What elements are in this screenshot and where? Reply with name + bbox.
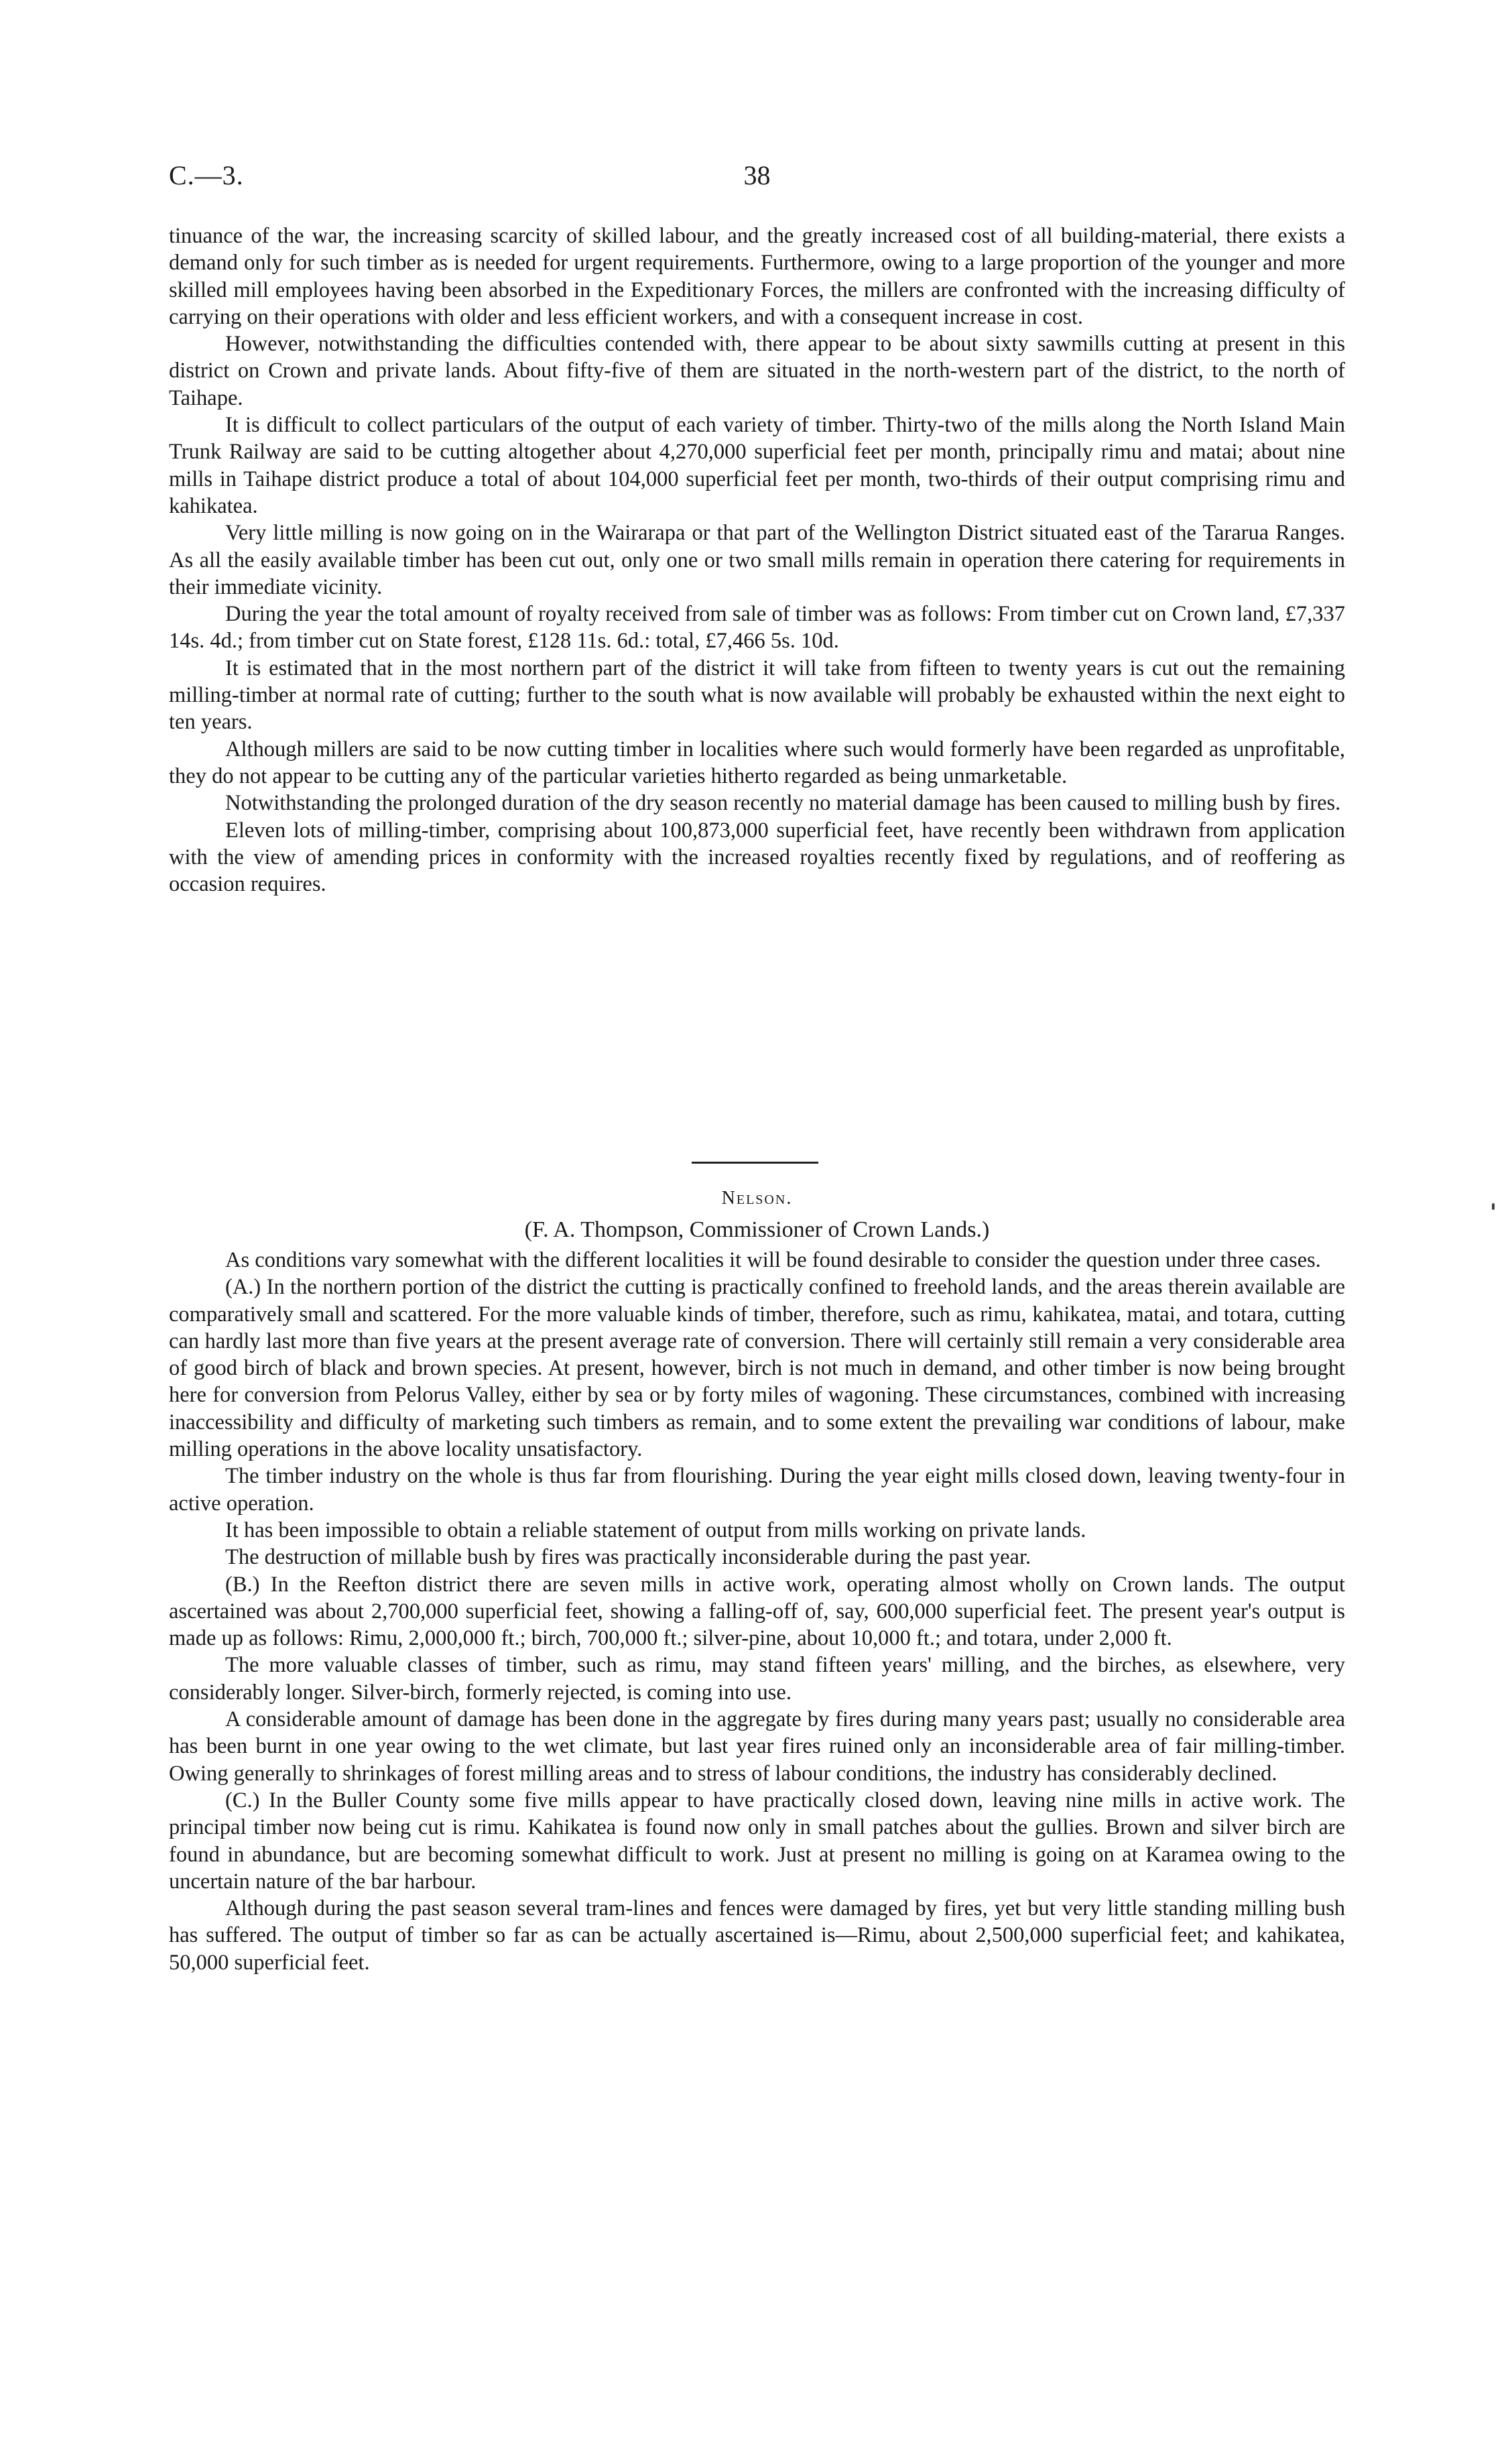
paragraph: The more valuable classes of timber, such as rimu, may stand fifteen years' milling, and the birches, as elsewhere, very considerably longer. Silver-birch, formerly rejected, is coming into use. (169, 1653, 1345, 1705)
document-reference: C.—3. (169, 160, 244, 190)
paragraph: The timber industry on the whole is thus far from flourishing. During the year eight mills closed down, leaving twenty-four in active operation. (169, 1464, 1345, 1516)
paragraph: (A.) In the northern portion of the district the cutting is practically confined to freehold lands, and the areas therein available are comparatively small and scattered. For the more valuable kinds of timber, therefore, such as rimu, kahikatea, matai, and totara, cutting can hardly last more than five years at the present average rate of conversion. There will certainly still remain a very considerable area of good birch of black and brown species. At present, however, birch is not much in demand, and other timber is now being brought here for conversion from Pelorus Valley, either by sea or by forty miles of wagoning. These circumstances, combined with increasing inaccessibility and difficulty of marketing such timbers as remain, and to some extent the prevailing war conditions of labour, make milling operations in the above locality unsatisfactory. (169, 1275, 1345, 1462)
nelson-section-body (169, 1247, 1345, 1976)
paragraph: Although millers are said to be now cutting timber in localities where such would formerly have been regarded as unprofitable, they do not appear to be cutting any of the particular varieties hitherto regarded as being unmarketable. (169, 737, 1345, 788)
paragraph: It is estimated that in the most northern part of the district it will take from fifteen to twenty years is cut out the remaining milling-timber at normal rate of cutting; further to the south what is now available will probably be exhausted within the next eight to ten years. (169, 656, 1345, 735)
paragraph: A considerable amount of damage has been done in the aggregate by fires during many years past; usually no considerable area has been burnt in one year owing to the wet climate, but last year fires ruined only an inconsiderable area of fair milling-timber. Owing generally to shrinkages of forest milling areas and to stress of labour conditions, the industry has considerably declined. (169, 1707, 1345, 1786)
paragraph: It has been impossible to obtain a reliable statement of output from mills working on private lands. (225, 1518, 1086, 1542)
page-header (169, 160, 1345, 200)
page-number: 38 (743, 160, 771, 190)
scan-mark (1492, 1203, 1495, 1210)
paragraph: During the year the total amount of royalty received from sale of timber was as follows: From timber cut on Crown land, £7,337 14s. 4d.; from timber cut on State forest, £128 11s. 6d.: total, £7,466 5s. 10d. (169, 602, 1345, 654)
paragraph: Although during the past season several tram-lines and fences were damaged by fires, yet but very little standing milling bush has suffered. The output of timber so far as can be actually ascertained is—Rimu, about 2,500,000 superficial feet; and kahikatea, 50,000 superficial feet. (169, 1896, 1345, 1975)
paragraph: tinuance of the war, the increasing scarcity of skilled labour, and the greatly increased cost of all building-material, there exists a demand only for such timber as is needed for urgent requirements. Furthermore, owing to a large proportion of the younger and more skilled mill employees having been absorbed in the Expeditionary Forces, the millers are confronted with the increasing difficulty of carrying on their operations with older and less efficient workers, and with a consequent increase in cost. (169, 224, 1345, 329)
paragraph: Very little milling is now going on in the Wairarapa or that part of the Wellington District situated east of the Tararua Ranges. As all the easily available timber has been cut out, only one or two small mills remain in operation there catering for requirements in their immediate vicinity. (169, 521, 1345, 599)
section-subtitle: (F. A. Thompson, Commissioner of Crown Lands.) (524, 1217, 990, 1242)
paragraph: Notwithstanding the prolonged duration of the dry season recently no material damage has been caused to milling bush by fires. (225, 791, 1341, 816)
section-divider (692, 1162, 818, 1164)
paragraph: The destruction of millable bush by fires was practically inconsiderable during the past year. (225, 1545, 1031, 1570)
paragraph: It is difficult to collect particulars of the output of each variety of timber. Thirty-two of the mills along the North Island Main Trunk Railway are said to be cutting altogether about 4,270,000 superficial feet per month, principally rimu and matai; about nine mills in Taihape district produce a total of about 104,000 superficial feet per month, two-thirds of their output comprising rimu and kahikatea. (169, 413, 1345, 518)
paragraph: As conditions vary somewhat with the different localities it will be found desirable to consider the question under three cases. (225, 1248, 1321, 1272)
paragraph: (B.) In the Reefton district there are seven mills in active work, operating almost wholly on Crown lands. The output ascertained was about 2,700,000 superficial feet, showing a falling-off of, say, 600,000 superficial feet. The present year's output is made up as follows: Rimu, 2,000,000 ft.; birch, 700,000 ft.; silver-pine, about 10,000 ft.; and totara, under 2,000 ft. (169, 1572, 1345, 1651)
section-title: Nelson. (721, 1188, 793, 1209)
paragraph: (C.) In the Buller County some five mills appear to have practically closed down, leaving nine mills in active work. The principal timber now being cut is rimu. Kahikatea is found now only in small patches about the gullies. Brown and silver birch are found in abundance, but are becoming somewhat difficult to work. Just at present no milling is going on at Karamea owing to the uncertain nature of the bar harbour. (169, 1788, 1345, 1894)
paragraph: Eleven lots of milling-timber, comprising about 100,873,000 superficial feet, have recently been withdrawn from application with the view of amending prices in conformity with the increased royalties recently fixed by regulations, and of reoffering as occasion requires. (169, 818, 1345, 897)
paragraph: However, notwithstanding the difficulties contended with, there appear to be about sixty sawmills cutting at present in this district on Crown and private lands. About fifty-five of them are situated in the north-western part of the district, to the north of Taihape. (169, 332, 1345, 410)
wellington-section-body (169, 223, 1345, 898)
